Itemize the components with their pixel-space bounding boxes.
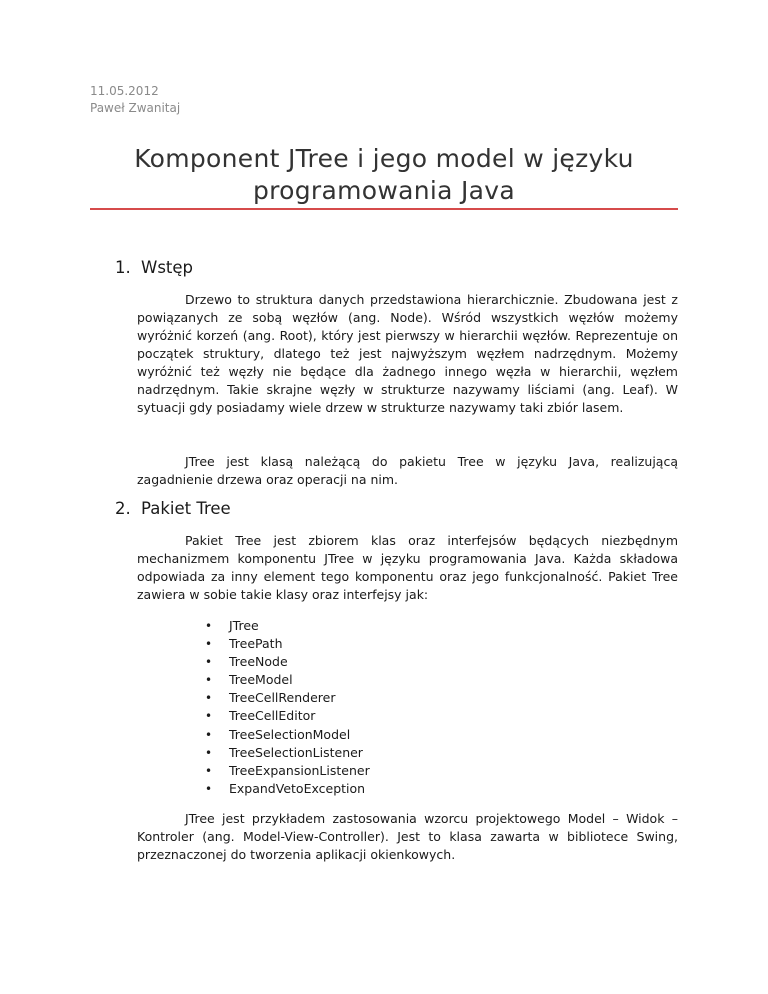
bullet-icon: • [205,637,213,652]
list-item: • JTree [205,617,370,635]
section-heading-wstep [115,257,193,279]
document-author: Paweł Zwanitaj [90,101,181,115]
bullet-icon: • [205,763,213,778]
document-date: 11.05.2012 [90,84,159,98]
bullet-icon: • [205,655,213,670]
bullet-icon: • [205,619,213,633]
list-item: • TreePath [205,635,370,653]
section-title: Wstęp [141,258,194,277]
bullet-icon: • [205,691,213,706]
paragraph: Pakiet Tree jest zbiorem klas oraz interfejsów będących niezbędnym mechanizmem komponentu JTree w języku programowania Java. Każda składowa odpowiada za inny element tego komponentu oraz jego funkcjonalność. Pakiet Tree zawiera w sobie takie klasy oraz interfejsy jak: [137,533,678,602]
paragraph: Drzewo to struktura danych przedstawiona hierarchicznie. Zbudowana jest z powiązanych ze sobą węzłów (ang. Node). Wśród wszystkich węzłów możemy wyróżnić korzeń (ang. Root), który jest pierwszy w hierarchii węzłów. Reprezentuje on początek struktury, dlatego też jest najwyższym węzłem nadrzędnym. Możemy wyróżnić też węzły nie będące dla żadnego innego węzła w hierarchii, węzłem nadrzędnym. Takie skrajne węzły w strukturze nazywamy liściami (ang. Leaf). W sytuacji gdy posiadamy wiele drzew w strukturze nazywamy taki zbiór lasem. [137,292,678,415]
section-title: Pakiet Tree [141,499,231,518]
list-item: • ExpandVetoException [205,780,370,798]
class-list [205,617,370,798]
paragraph: JTree jest przykładem zastosowania wzorcu projektowego Model – Widok – Kontroler (ang. Model-View-Controller). Jest to klasa zawarta w bibliotece Swing, przeznaczonej do tworzenia aplikacji okienkowych. [137,811,678,862]
bullet-icon: • [205,709,213,724]
list-item: • TreeCellRenderer [205,689,370,707]
list-item: • TreeModel [205,671,370,689]
document-title: Komponent JTree i jego model w języku programowania Java [134,144,634,205]
list-item: • TreeExpansionListener [205,762,370,780]
document-meta [90,83,180,117]
bullet-icon: • [205,781,213,796]
section-number: 2. [115,499,131,518]
bullet-icon: • [205,745,213,760]
bullet-icon: • [205,673,213,688]
paragraph: JTree jest klasą należącą do pakietu Tree w języku Java, realizującą zagadnienie drzewa oraz operacji na nim. [137,454,678,487]
list-item: • TreeSelectionListener [205,744,370,762]
list-item: • TreeNode [205,653,370,671]
section-number: 1. [115,258,131,277]
section-heading-pakiet-tree [115,498,231,520]
bullet-icon: • [205,727,213,742]
list-item: • TreeSelectionModel [205,726,370,744]
list-item: • TreeCellEditor [205,707,370,725]
title-underline [90,208,678,210]
